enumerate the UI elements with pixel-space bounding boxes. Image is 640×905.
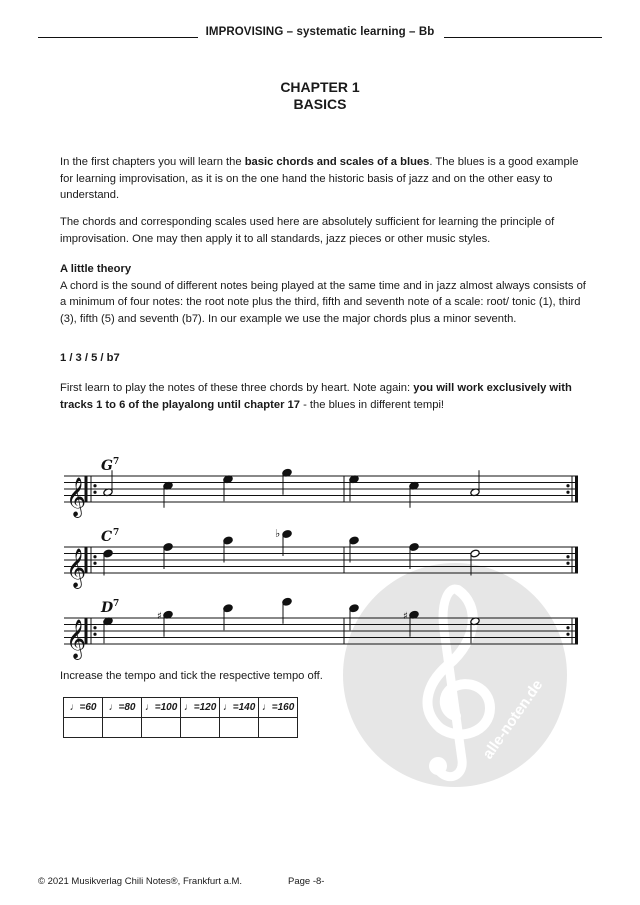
chord-symbol: G — [101, 458, 113, 474]
instruction-text-bold: you will work exclusively with tracks 1 to 6 of the playalong until chapter 17 — [60, 382, 572, 411]
instruction-text-c: - the blues in different tempi! — [299, 398, 445, 411]
repeat-dot — [566, 484, 569, 487]
tempo-checkbox-120[interactable] — [181, 718, 220, 738]
intro-text-c: . The blues is a good example for learning improvisation, as it is on the one hand the historic basis of jazz and on the other easy to understand. — [60, 156, 579, 201]
chord-extension: 7 — [113, 599, 120, 609]
intro-text-a: In the first chapters you will learn the — [60, 156, 245, 168]
sharp-icon: ♯ — [403, 610, 408, 622]
repeat-dot — [566, 491, 569, 494]
treble-clef-icon: 𝄞 — [66, 477, 87, 517]
tempo-cell-80: ♩=80 — [103, 698, 142, 718]
tempo-checkbox-140[interactable] — [220, 718, 259, 738]
header-title: IMPROVISING – systematic learning – Bb — [205, 26, 435, 38]
sharp-icon: ♯ — [157, 610, 162, 622]
instruction-text-a: First learn to play the notes of these three chords by heart. Note again: — [60, 382, 414, 394]
intro-text-bold: basic chords and scales of a blues — [244, 156, 430, 168]
footer-page-number: Page -8- — [288, 876, 325, 887]
tempo-table — [63, 697, 298, 738]
tempo-checkbox-100[interactable] — [142, 718, 181, 738]
repeat-dot — [93, 491, 96, 494]
repeat-dot — [566, 626, 569, 629]
theory-text: A chord is the sound of different notes being played at the same time and in jazz almost always consists of a minimum of four notes: the root note plus the third, fifth and seventh note of a scale: root/ tonic (1), third (3), fifth (5) and seventh (b7). In our example we use the major chords plus a minor seventh. — [60, 279, 586, 325]
tempo-cell-160: ♩=160 — [259, 698, 298, 718]
repeat-dot — [93, 562, 96, 565]
repeat-dot — [93, 484, 96, 487]
watermark-text: alle-noten.de — [479, 676, 547, 763]
chapter-name: BASICS — [293, 96, 347, 112]
footer-copyright: © 2021 Musikverlag Chili Notes®, Frankfurt a.M. — [38, 876, 243, 887]
intro-paragraph-2: The chords and corresponding scales used here are absolutely sufficient for learning the principle of improvisation. One may then apply it to all standards, jazz pieces or other music styles. — [60, 216, 555, 245]
chord-extension: 7 — [113, 528, 120, 538]
repeat-dot — [566, 633, 569, 636]
tempo-checkbox-160[interactable] — [259, 718, 298, 738]
tempo-cell-60: ♩=60 — [64, 698, 103, 718]
chord-symbol: C — [101, 529, 113, 545]
repeat-dot — [566, 562, 569, 565]
chord-extension: 7 — [113, 457, 120, 467]
tempo-checkbox-60[interactable] — [64, 718, 103, 738]
theory-heading: A little theory — [60, 263, 132, 275]
treble-clef-icon: 𝄞 — [66, 619, 87, 659]
tempo-cell-100: ♩=100 — [142, 698, 181, 718]
chord-formula: 1 / 3 / 5 / b7 — [60, 352, 120, 364]
repeat-dot — [93, 626, 96, 629]
tempo-instruction: Increase the tempo and tick the respective tempo off. — [60, 670, 323, 682]
treble-clef-icon: 𝄞 — [66, 548, 87, 588]
tempo-check-row — [64, 718, 298, 738]
tempo-cell-120: ♩=120 — [181, 698, 220, 718]
chord-symbol: D — [101, 600, 114, 616]
tempo-checkbox-80[interactable] — [103, 718, 142, 738]
tempo-header-row — [64, 698, 298, 718]
repeat-dot — [93, 555, 96, 558]
repeat-dot — [566, 555, 569, 558]
tempo-cell-140: ♩=140 — [220, 698, 259, 718]
chapter-number: CHAPTER 1 — [280, 79, 360, 95]
repeat-dot — [93, 633, 96, 636]
flat-icon: ♭ — [275, 527, 281, 540]
